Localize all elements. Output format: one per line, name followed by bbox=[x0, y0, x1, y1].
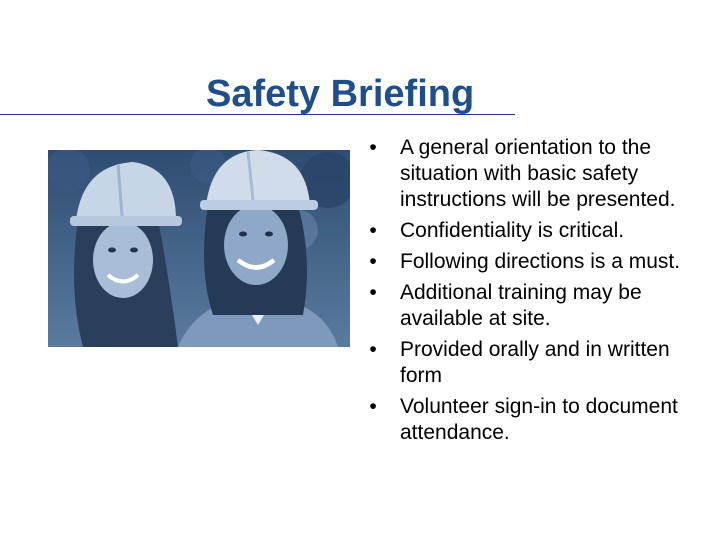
bullet-dot: • bbox=[369, 395, 377, 418]
photo-two-workers-hardhats bbox=[48, 150, 350, 347]
bullet-dot: • bbox=[369, 281, 377, 304]
bullet-dot: • bbox=[369, 219, 377, 242]
bullet-item: • A general orientation to the situation with basic safety instructions will be presented. bbox=[366, 135, 706, 213]
bullet-item: • Volunteer sign-in to document attendance. bbox=[366, 394, 706, 446]
bullet-item: • Following directions is a must. bbox=[366, 249, 706, 275]
slide-title: Safety Briefing bbox=[206, 73, 475, 115]
title-underline bbox=[0, 114, 515, 115]
bullet-dot: • bbox=[369, 136, 377, 159]
bullet-dot: • bbox=[369, 250, 377, 273]
bullet-item: • Provided orally and in written form bbox=[366, 337, 706, 389]
bullet-item: • Confidentiality is critical. bbox=[366, 218, 706, 244]
bullet-item: • Additional training may be available at site. bbox=[366, 280, 706, 332]
bullet-dot: • bbox=[369, 338, 377, 361]
bullet-list bbox=[366, 135, 706, 451]
